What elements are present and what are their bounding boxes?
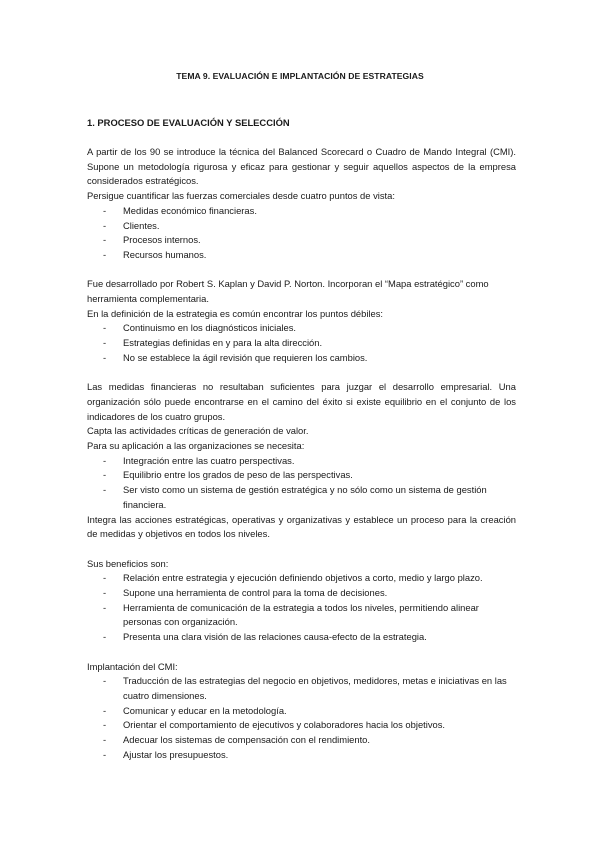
integrates-paragraph: Integra las acciones estratégicas, operativas y organizativas y establece un proceso para la creación de medidas y objetivos en todos los niveles.	[87, 513, 516, 540]
bullet-dash: -	[103, 351, 107, 363]
bullet-dash: -	[103, 204, 107, 216]
forces-list	[87, 204, 516, 263]
list-item: - Comunicar y educar en la metodología.	[87, 704, 516, 719]
list-item: - Supone una herramienta de control para la toma de decisiones.	[87, 586, 516, 601]
weak-points-list	[87, 321, 516, 365]
list-item: - Traducción de las estrategias del negocio en objetivos, medidores, metas e iniciativas en las cuatro dimensiones.	[103, 675, 507, 701]
bullet-dash: -	[103, 572, 107, 584]
bullet-dash: -	[103, 748, 107, 760]
list-item: - Continuismo en los diagnósticos iniciales.	[87, 321, 516, 336]
bullet-dash: -	[103, 631, 107, 643]
list-item: - Procesos internos.	[87, 233, 516, 248]
bullet-dash: -	[103, 484, 107, 496]
list-item: - Ajustar los presupuestos.	[87, 748, 516, 763]
list-item: - Clientes.	[87, 219, 516, 234]
bullet-dash: -	[103, 704, 107, 716]
bullet-dash: -	[103, 469, 107, 481]
section-heading: 1. PROCESO DE EVALUACIÓN Y SELECCIÓN	[87, 117, 290, 128]
list-item: - Relación entre estrategia y ejecución definiendo objetivos a corto, medio y largo plazo.	[87, 571, 516, 586]
document-body	[87, 116, 516, 762]
financial-paragraph: Las medidas financieras no resultaban suficientes para juzgar el desarrollo empresarial. Una organización sólo puede encontrarse en el camino del éxito si existe equilibrio en el conjunto de los indicadores de los cuatro grupos.	[87, 381, 516, 422]
bullet-dash: -	[103, 219, 107, 231]
benefits-list	[87, 571, 516, 645]
forces-intro: Persigue cuantificar las fuerzas comerciales desde cuatro puntos de vista:	[87, 190, 395, 202]
list-item: - Integración entre las cuatro perspectivas.	[87, 454, 516, 469]
application-list	[87, 454, 516, 513]
list-item: - Ser visto como un sistema de gestión estratégica y no sólo como un sistema de gestión financiera.	[103, 484, 487, 510]
implementation-list	[87, 674, 516, 762]
application-intro: Para su aplicación a las organizaciones se necesita:	[87, 440, 305, 452]
bullet-dash: -	[103, 454, 107, 466]
list-item: - Adecuar los sistemas de compensación con el rendimiento.	[87, 733, 516, 748]
bullet-dash: -	[103, 248, 107, 260]
bullet-dash: -	[103, 601, 107, 613]
bullet-dash: -	[103, 719, 107, 731]
bullet-dash: -	[103, 675, 107, 687]
weak-points-intro: En la definición de la estrategia es común encontrar los puntos débiles:	[87, 307, 384, 319]
list-item: - Equilibrio entre los grados de peso de las perspectivas.	[87, 468, 516, 483]
developed-paragraph: Fue desarrollado por Robert S. Kaplan y David P. Norton. Incorporan el “Mapa estratégico” como herramienta complementaria.	[87, 278, 489, 305]
list-item: - Medidas económico financieras.	[87, 204, 516, 219]
captures-line: Capta las actividades críticas de generación de valor.	[87, 425, 309, 437]
bullet-dash: -	[103, 337, 107, 349]
list-item: - Estrategias definidas en y para la alta dirección.	[87, 336, 516, 351]
bullet-dash: -	[103, 322, 107, 334]
list-item: - No se establece la ágil revisión que requieren los cambios.	[87, 351, 516, 366]
implementation-intro: Implantación del CMI:	[87, 660, 178, 672]
intro-paragraph: A partir de los 90 se introduce la técnica del Balanced Scorecard o Cuadro de Mando Integral (CMI). Supone un metodología rigurosa y eficaz para gestionar y seguir aquellos aspectos de la empresa considerados estratégicos.	[87, 146, 516, 187]
list-item: - Herramienta de comunicación de la estrategia a todos los niveles, permitiendo alinear personas con organización.	[103, 601, 479, 628]
bullet-dash: -	[103, 734, 107, 746]
page-title: TEMA 9. EVALUACIÓN E IMPLANTACIÓN DE ESTRATEGIAS	[176, 71, 424, 81]
list-item: - Presenta una clara visión de las relaciones causa-efecto de la estrategia.	[87, 630, 516, 645]
list-item: - Recursos humanos.	[87, 248, 516, 263]
bullet-dash: -	[103, 587, 107, 599]
benefits-intro: Sus beneficios son:	[87, 557, 169, 569]
list-item: - Orientar el comportamiento de ejecutivos y colaboradores hacia los objetivos.	[87, 718, 516, 733]
bullet-dash: -	[103, 234, 107, 246]
